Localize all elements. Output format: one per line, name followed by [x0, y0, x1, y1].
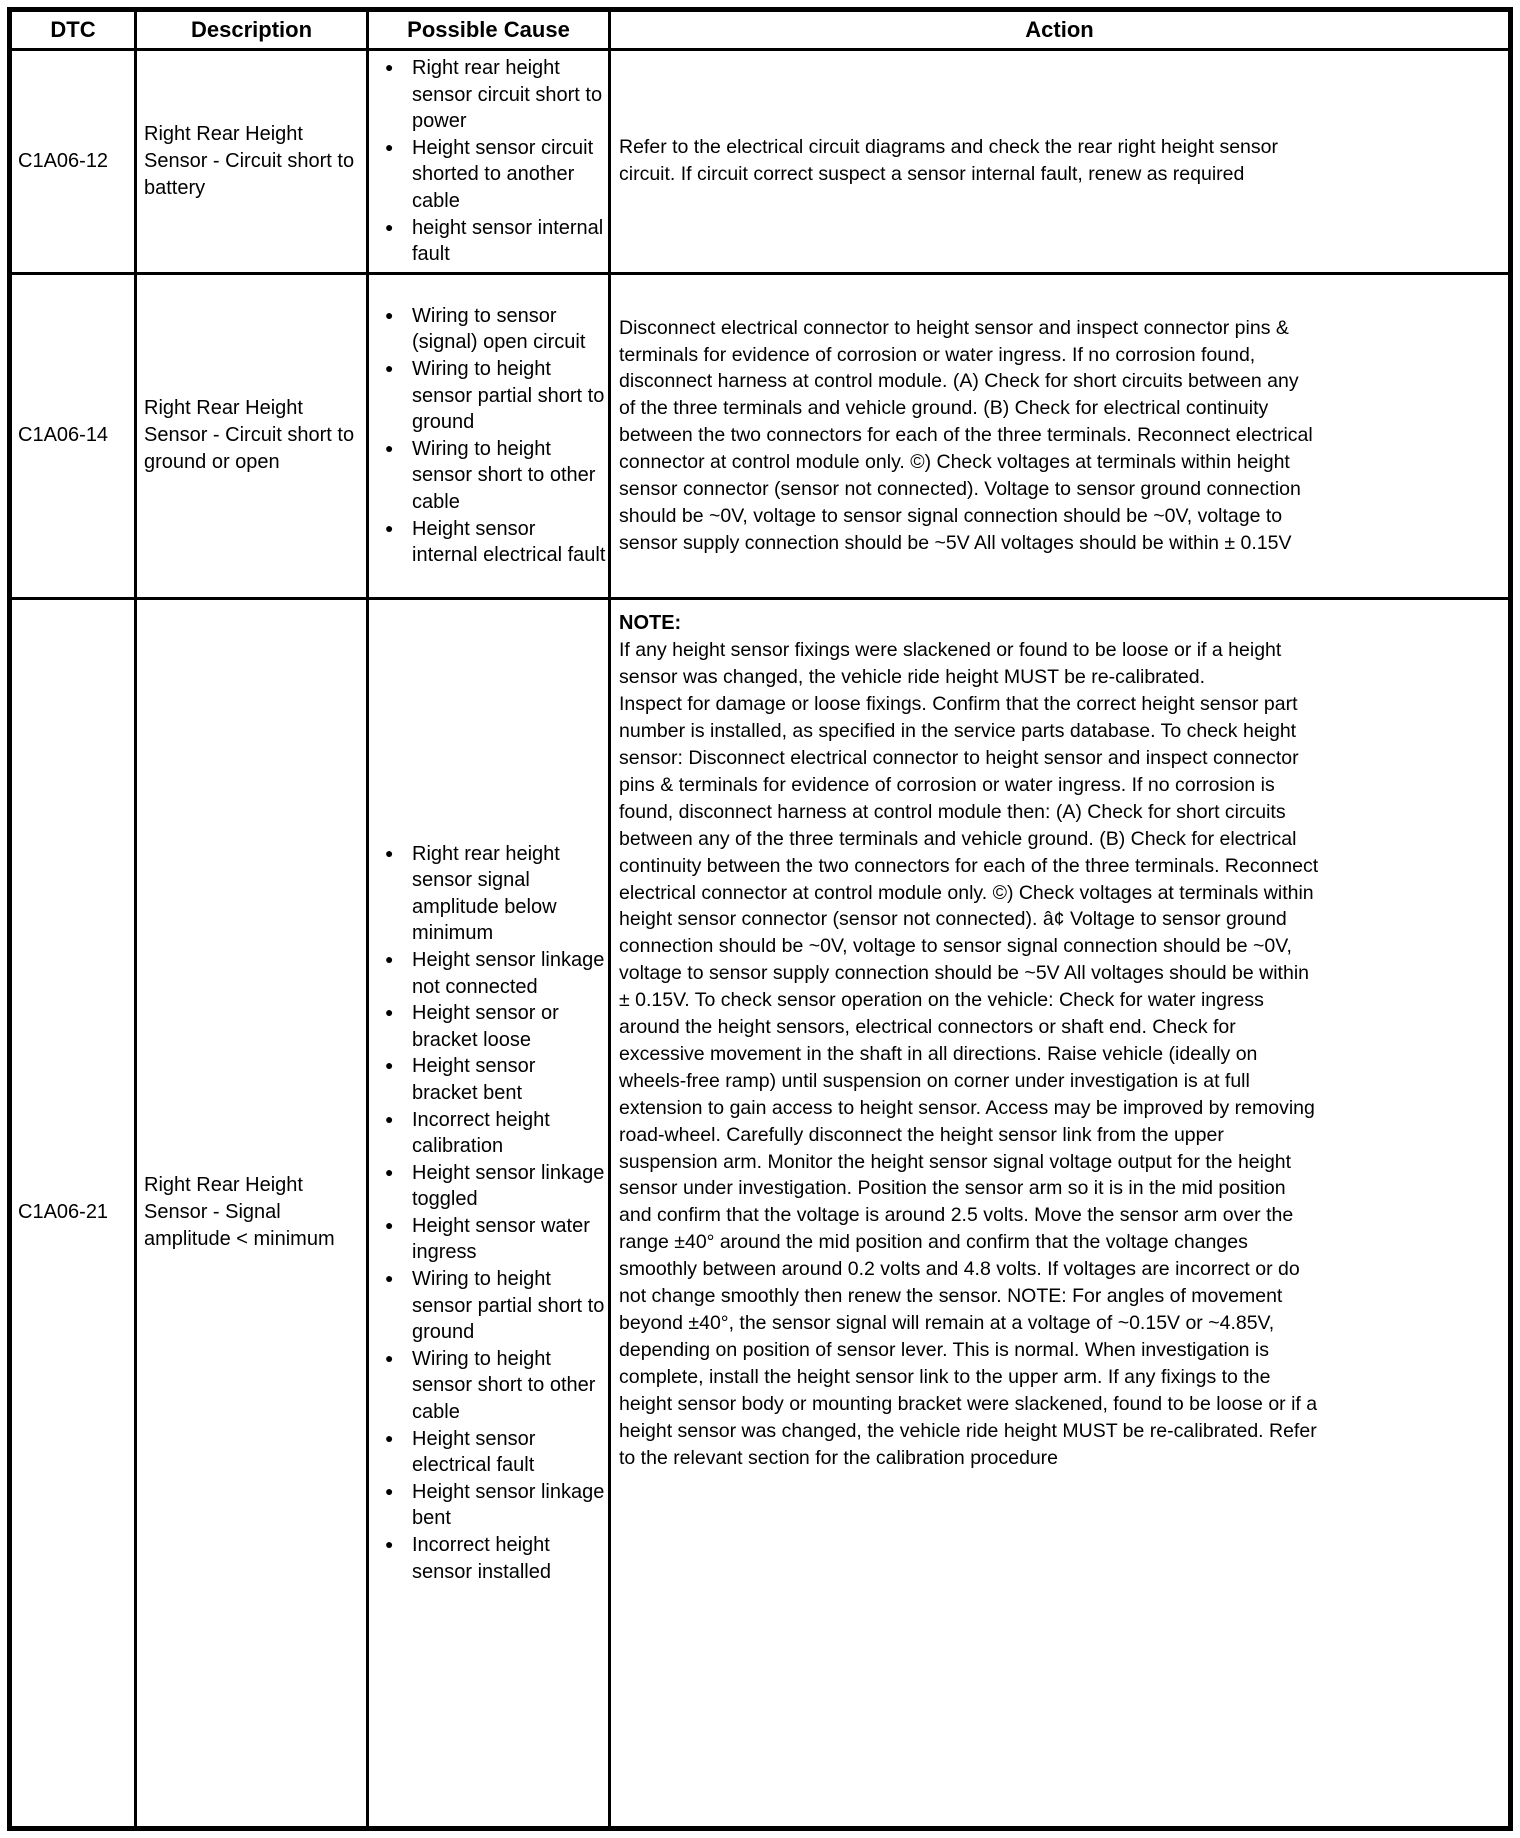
dtc-description: Right Rear Height Sensor - Circuit short to ground or open: [136, 273, 368, 598]
possible-cause-item: ● Height sensor electrical fault: [383, 1426, 606, 1479]
possible-cause-item: ● Height sensor internal electrical fault: [383, 516, 606, 569]
possible-cause-item: ● Height sensor linkage bent: [383, 1479, 606, 1532]
possible-cause-item: ● Wiring to height sensor short to other cable: [383, 436, 606, 516]
note-label: NOTE:: [619, 611, 682, 634]
possible-cause-item: ● Height sensor circuit shorted to another cable: [383, 135, 606, 215]
dtc-code: C1A06-21: [10, 598, 136, 1828]
possible-cause-list: [383, 303, 606, 569]
column-header-dtc: DTC: [10, 10, 136, 50]
dtc-fault-table: [7, 7, 1513, 1831]
table-header-row: [10, 10, 1511, 50]
possible-cause-item: ● Height sensor water ingress: [383, 1213, 606, 1266]
note-text: If any height sensor fixings were slackened or found to be loose or if a height sensor was changed, the vehicle ride height MUST be re-calibrated.: [619, 639, 1282, 689]
column-header-description: Description: [136, 10, 368, 50]
possible-cause-item: ● Height sensor or bracket loose: [383, 1000, 606, 1053]
possible-cause-item: ● Wiring to sensor (signal) open circuit: [383, 303, 606, 356]
possible-cause-cell: [368, 50, 610, 274]
possible-cause-item: ● Incorrect height sensor installed: [383, 1532, 606, 1585]
possible-cause-list: [383, 841, 606, 1586]
dtc-code: C1A06-12: [10, 50, 136, 274]
action-text: Refer to the electrical circuit diagrams and check the rear right height sensor circuit. If circuit correct suspect a sensor internal fault, renew as required: [619, 136, 1278, 186]
column-header-possible-cause: Possible Cause: [368, 10, 610, 50]
possible-cause-item: ● Right rear height sensor circuit short to power: [383, 55, 606, 135]
column-header-action: Action: [610, 10, 1511, 50]
table-row: [10, 598, 1511, 1828]
possible-cause-item: ● Height sensor bracket bent: [383, 1053, 606, 1106]
action-cell: [610, 598, 1511, 1828]
action-text: Inspect for damage or loose fixings. Confirm that the correct height sensor part number is installed, as specified in the service parts database. To check height sensor: Disconnect electrical connector to height sensor and inspect connector pins & terminals for evidence of corrosion or water ingress. If no corrosion is found, disconnect harness at control module then: (A) Check for short circuits between any of the three terminals and vehicle ground. (B) Check for electrical continuity between the two connectors for each of the three terminals. Reconnect electrical connector at control module only. ©) Check voltages at terminals within height sensor connector (sensor not connected). â¢ Voltage to sensor ground connection should be ~0V, voltage to sensor signal connection should be ~0V, voltage to sensor supply connection should be ~5V All voltages should be within ± 0.15V. To check sensor operation on the vehicle: Check for water ingress around the height sensors, electrical connectors or shaft end. Check for excessive movement in the shaft in all directions. Raise vehicle (ideally on wheels-free ramp) until suspension on corner under investigation is at full extension to gain access to height sensor. Access may be improved by removing road-wheel. Carefully disconnect the height sensor link from the upper suspension arm. Monitor the height sensor signal voltage output for the height sensor under investigation. Position the sensor arm so it is in the mid position and confirm that the voltage is around 2.5 volts. Move the sensor arm over the range ±40° around the mid position and confirm that the voltage changes smoothly between around 0.2 volts and 4.8 volts. If voltages are incorrect or do not change smoothly then renew the sensor. NOTE: For angles of movement beyond ±40°, the sensor signal will remain at a voltage of ~0.15V or ~4.85V, depending on position of sensor lever. This is normal. When investigation is complete, install the height sensor link to the upper arm. If any fixings to the height sensor body or mounting bracket were slackened, found to be loose or if a height sensor was changed, the vehicle ride height MUST be re-calibrated. Refer to the relevant section for the calibration procedure: [619, 693, 1319, 1469]
dtc-description: Right Rear Height Sensor - Signal amplitude < minimum: [136, 598, 368, 1828]
table-row: [10, 273, 1511, 598]
possible-cause-item: ● Wiring to height sensor partial short to ground: [383, 1266, 606, 1346]
possible-cause-cell: [368, 598, 610, 1828]
action-text: Disconnect electrical connector to height sensor and inspect connector pins & terminals for evidence of corrosion or water ingress. If no corrosion found, disconnect harness at control module. (A) Check for short circuits between any of the three terminals and vehicle ground. (B) Check for electrical continuity between the two connectors for each of the three terminals. Reconnect electrical connector at control module only. ©) Check voltages at terminals within height sensor connector (sensor not connected). Voltage to sensor ground connection should be ~0V, voltage to sensor signal connection should be ~0V, voltage to sensor supply connection should be ~5V All voltages should be within ± 0.15V: [619, 316, 1313, 554]
possible-cause-item: ● Height sensor linkage toggled: [383, 1160, 606, 1213]
possible-cause-item: ● Wiring to height sensor partial short to ground: [383, 356, 606, 436]
possible-cause-item: ● Wiring to height sensor short to other cable: [383, 1346, 606, 1426]
possible-cause-item: ● Incorrect height calibration: [383, 1107, 606, 1160]
possible-cause-list: [383, 55, 606, 268]
dtc-code: C1A06-14: [10, 273, 136, 598]
possible-cause-item: ● Height sensor linkage not connected: [383, 947, 606, 1000]
action-cell: [610, 273, 1511, 598]
dtc-description: Right Rear Height Sensor - Circuit short to battery: [136, 50, 368, 274]
table-row: [10, 50, 1511, 274]
possible-cause-item: ● Right rear height sensor signal amplitude below minimum: [383, 841, 606, 947]
action-cell: [610, 50, 1511, 274]
possible-cause-cell: [368, 273, 610, 598]
possible-cause-item: ● height sensor internal fault: [383, 215, 606, 268]
